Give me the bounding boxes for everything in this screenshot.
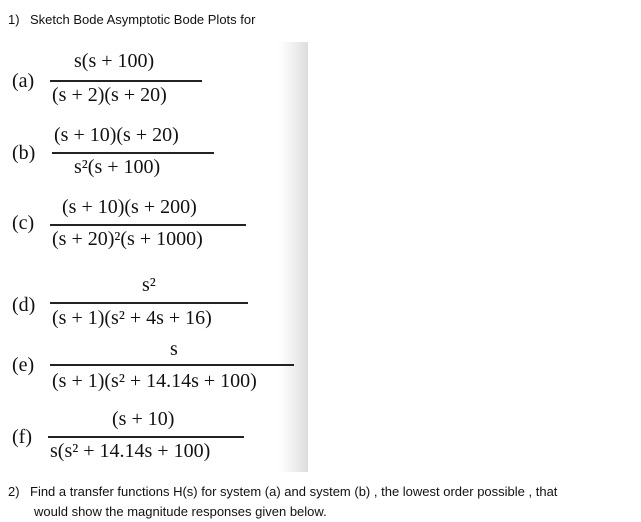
item-b-label: (b) xyxy=(12,142,36,164)
item-c-denominator: (s + 20)²(s + 1000) xyxy=(52,228,203,250)
item-e-fraction-bar xyxy=(50,364,294,366)
item-f-label: (f) xyxy=(12,426,32,448)
question-2-number: 2) xyxy=(8,484,20,499)
item-d-label: (d) xyxy=(12,294,36,316)
item-c-label: (c) xyxy=(12,212,35,234)
item-d-fraction-bar xyxy=(50,302,248,304)
question-2-line-1: Find a transfer functions H(s) for system (a) and system (b) , the lowest order possible , that xyxy=(30,484,558,499)
item-a-fraction-bar xyxy=(50,80,202,82)
question-2-line-2: would show the magnitude responses given below. xyxy=(34,504,327,519)
item-a-label: (a) xyxy=(12,70,35,92)
item-c-fraction-bar xyxy=(50,224,246,226)
item-a-denominator: (s + 2)(s + 20) xyxy=(52,84,167,106)
item-f-fraction-bar xyxy=(48,436,244,438)
question-2 xyxy=(8,482,628,522)
item-b-denominator: s²(s + 100) xyxy=(74,156,161,178)
question-1-number: 1) xyxy=(8,12,20,27)
question-1-text: Sketch Bode Asymptotic Bode Plots for xyxy=(30,12,256,27)
item-a-numerator: s(s + 100) xyxy=(74,50,155,72)
item-d-numerator: s² xyxy=(142,274,156,296)
item-e-numerator: s xyxy=(170,338,178,360)
item-d-denominator: (s + 1)(s² + 4s + 16) xyxy=(52,307,212,329)
item-b-numerator: (s + 10)(s + 20) xyxy=(54,124,179,146)
item-f-numerator: (s + 10) xyxy=(112,408,175,430)
item-b-fraction-bar xyxy=(52,152,214,154)
item-e-denominator: (s + 1)(s² + 14.14s + 100) xyxy=(52,370,257,392)
question-1 xyxy=(8,12,255,27)
item-c-numerator: (s + 10)(s + 200) xyxy=(62,196,197,218)
item-e-label: (e) xyxy=(12,354,35,376)
item-f-denominator: s(s² + 14.14s + 100) xyxy=(50,440,211,462)
scanned-equations xyxy=(12,42,308,472)
